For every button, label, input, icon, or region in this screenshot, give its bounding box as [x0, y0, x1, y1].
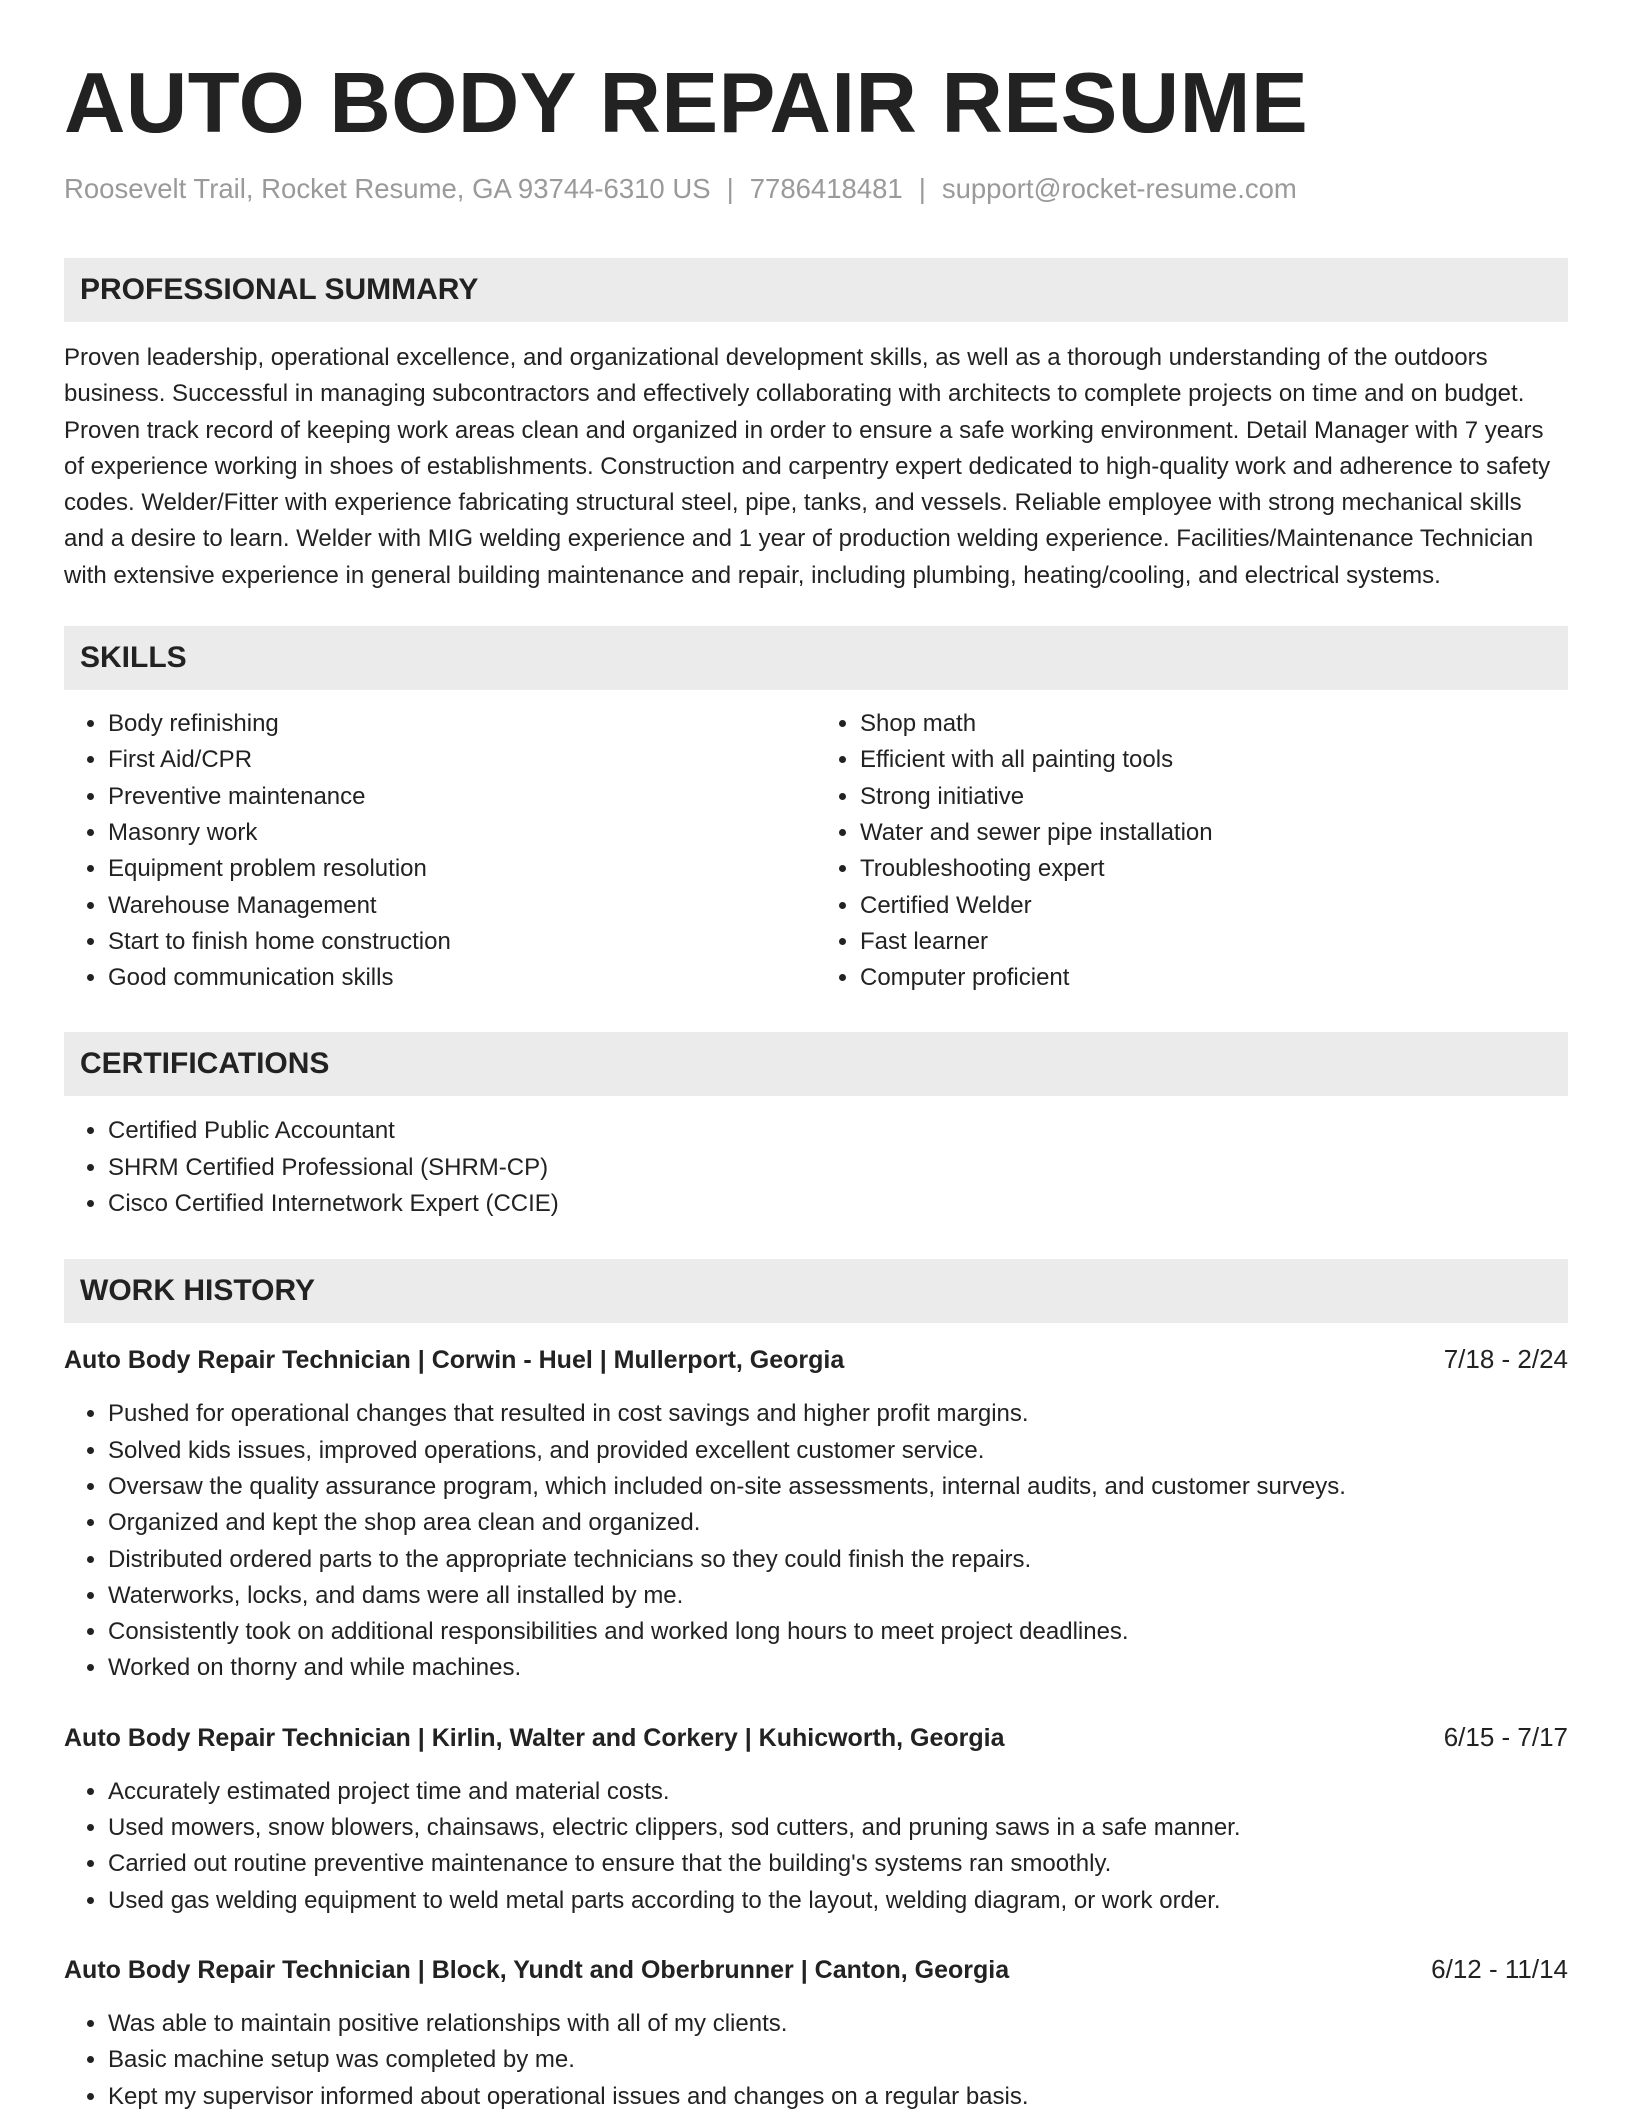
skill-item: • Good communication skills: [108, 960, 816, 996]
certifications-list: [64, 1113, 1568, 1222]
skill-item: • Computer proficient: [860, 960, 1568, 996]
job-bullet: • Basic machine setup was completed by me.: [108, 2042, 1568, 2078]
job-title: Auto Body Repair Technician | Corwin - Huel | Mullerport, Georgia: [64, 1346, 845, 1375]
job-dates: 6/12 - 11/14: [1431, 1953, 1568, 1984]
certification-item: • Cisco Certified Internetwork Expert (CCIE): [108, 1186, 1568, 1222]
job-dates: 7/18 - 2/24: [1443, 1344, 1568, 1375]
skill-item: • Preventive maintenance: [108, 779, 816, 815]
job-bullet: • Oversaw the quality assurance program, which included on-site assessments, internal audits, and customer surveys.: [108, 1469, 1568, 1505]
job-bullet: • Used mowers, snow blowers, chainsaws, electric clippers, sod cutters, and pruning saws in a safe manner.: [108, 1810, 1568, 1846]
skill-item: • Efficient with all painting tools: [860, 742, 1568, 778]
summary-text: Proven leadership, operational excellence, and organizational development skills, as well as a thorough understanding of the outdoors business. Successful in managing subcontractors and effectively collaborating with architects to complete projects on time and on budget. Proven track record of keeping work areas clean and organized in order to ensure a safe working environment. Detail Manager with 7 years of experience working in shoes of establishments. Construction and carpentry expert dedicated to high-quality work and adherence to safety codes. Welder/Fitter with experience fabricating structural steel, pipe, tanks, and vessels. Reliable employee with strong mechanical skills and a desire to learn. Welder with MIG welding experience and 1 year of production welding experience. Facilities/Maintenance Technician with extensive experience in general building maintenance and repair, including plumbing, heating/cooling, and electrical systems.: [64, 344, 1551, 589]
skill-item: • Warehouse Management: [108, 888, 816, 924]
job-entry: [64, 1952, 1568, 2115]
job-bullets: [64, 1774, 1568, 1919]
job-bullet: • Organized and kept the shop area clean and organized.: [108, 1505, 1568, 1541]
skill-item: • Body refinishing: [108, 706, 816, 742]
job-bullets: [64, 2006, 1568, 2115]
contact-phone: 7786418481: [749, 173, 903, 204]
job-entry: [64, 1342, 1568, 1686]
job-header: [64, 1952, 1568, 1987]
contact-email[interactable]: support@rocket-resume.com: [941, 173, 1297, 204]
resume-title: AUTO BODY REPAIR RESUME: [64, 56, 1309, 151]
skill-item: • First Aid/CPR: [108, 742, 816, 778]
skill-item: • Certified Welder: [860, 888, 1568, 924]
job-bullet: • Worked on thorny and while machines.: [108, 1650, 1568, 1686]
job-bullet: • Solved kids issues, improved operations, and provided excellent customer service.: [108, 1433, 1568, 1469]
section-heading-certifications: CERTIFICATIONS: [64, 1032, 1568, 1096]
contact-line: [64, 172, 1568, 206]
job-bullet: • Consistently took on additional responsibilities and worked long hours to meet project deadlines.: [108, 1614, 1568, 1650]
certification-item: • SHRM Certified Professional (SHRM-CP): [108, 1150, 1568, 1186]
skill-item: • Water and sewer pipe installation: [860, 815, 1568, 851]
contact-address: Roosevelt Trail, Rocket Resume, GA 93744-6310 US: [64, 173, 711, 204]
skills-columns: [64, 706, 1568, 996]
contact-separator: |: [918, 173, 926, 204]
certification-item: • Certified Public Accountant: [108, 1113, 1568, 1149]
job-bullet: • Waterworks, locks, and dams were all installed by me.: [108, 1578, 1568, 1614]
job-bullet: • Kept my supervisor informed about operational issues and changes on a regular basis.: [108, 2079, 1568, 2115]
job-bullet: • Accurately estimated project time and material costs.: [108, 1774, 1568, 1810]
section-heading-work-history: WORK HISTORY: [64, 1259, 1568, 1323]
job-entry: [64, 1720, 1568, 1919]
job-bullets: [64, 1396, 1568, 1686]
skill-item: • Troubleshooting expert: [860, 851, 1568, 887]
section-heading-summary: PROFESSIONAL SUMMARY: [64, 258, 1568, 322]
skills-list-right: [816, 706, 1568, 996]
skill-item: • Fast learner: [860, 924, 1568, 960]
skill-item: • Shop math: [860, 706, 1568, 742]
skill-item: • Start to finish home construction: [108, 924, 816, 960]
job-dates: 6/15 - 7/17: [1443, 1721, 1568, 1752]
job-bullet: • Carried out routine preventive maintenance to ensure that the building's systems ran smoothly.: [108, 1846, 1568, 1882]
job-title: Auto Body Repair Technician | Block, Yundt and Oberbrunner | Canton, Georgia: [64, 1955, 1010, 1984]
job-header: [64, 1720, 1568, 1755]
skill-item: • Strong initiative: [860, 779, 1568, 815]
job-bullet: • Used gas welding equipment to weld metal parts according to the layout, welding diagram, or work order.: [108, 1883, 1568, 1919]
job-bullet: • Pushed for operational changes that resulted in cost savings and higher profit margins.: [108, 1396, 1568, 1432]
section-heading-skills: SKILLS: [64, 626, 1568, 690]
job-header: [64, 1342, 1568, 1377]
skill-item: • Equipment problem resolution: [108, 851, 816, 887]
skills-list-left: [64, 706, 816, 996]
job-title: Auto Body Repair Technician | Kirlin, Walter and Corkery | Kuhicworth, Georgia: [64, 1723, 1005, 1752]
job-bullet: • Distributed ordered parts to the appropriate technicians so they could finish the repairs.: [108, 1542, 1568, 1578]
job-bullet: • Was able to maintain positive relationships with all of my clients.: [108, 2006, 1568, 2042]
skill-item: • Masonry work: [108, 815, 816, 851]
contact-separator: |: [726, 173, 734, 204]
